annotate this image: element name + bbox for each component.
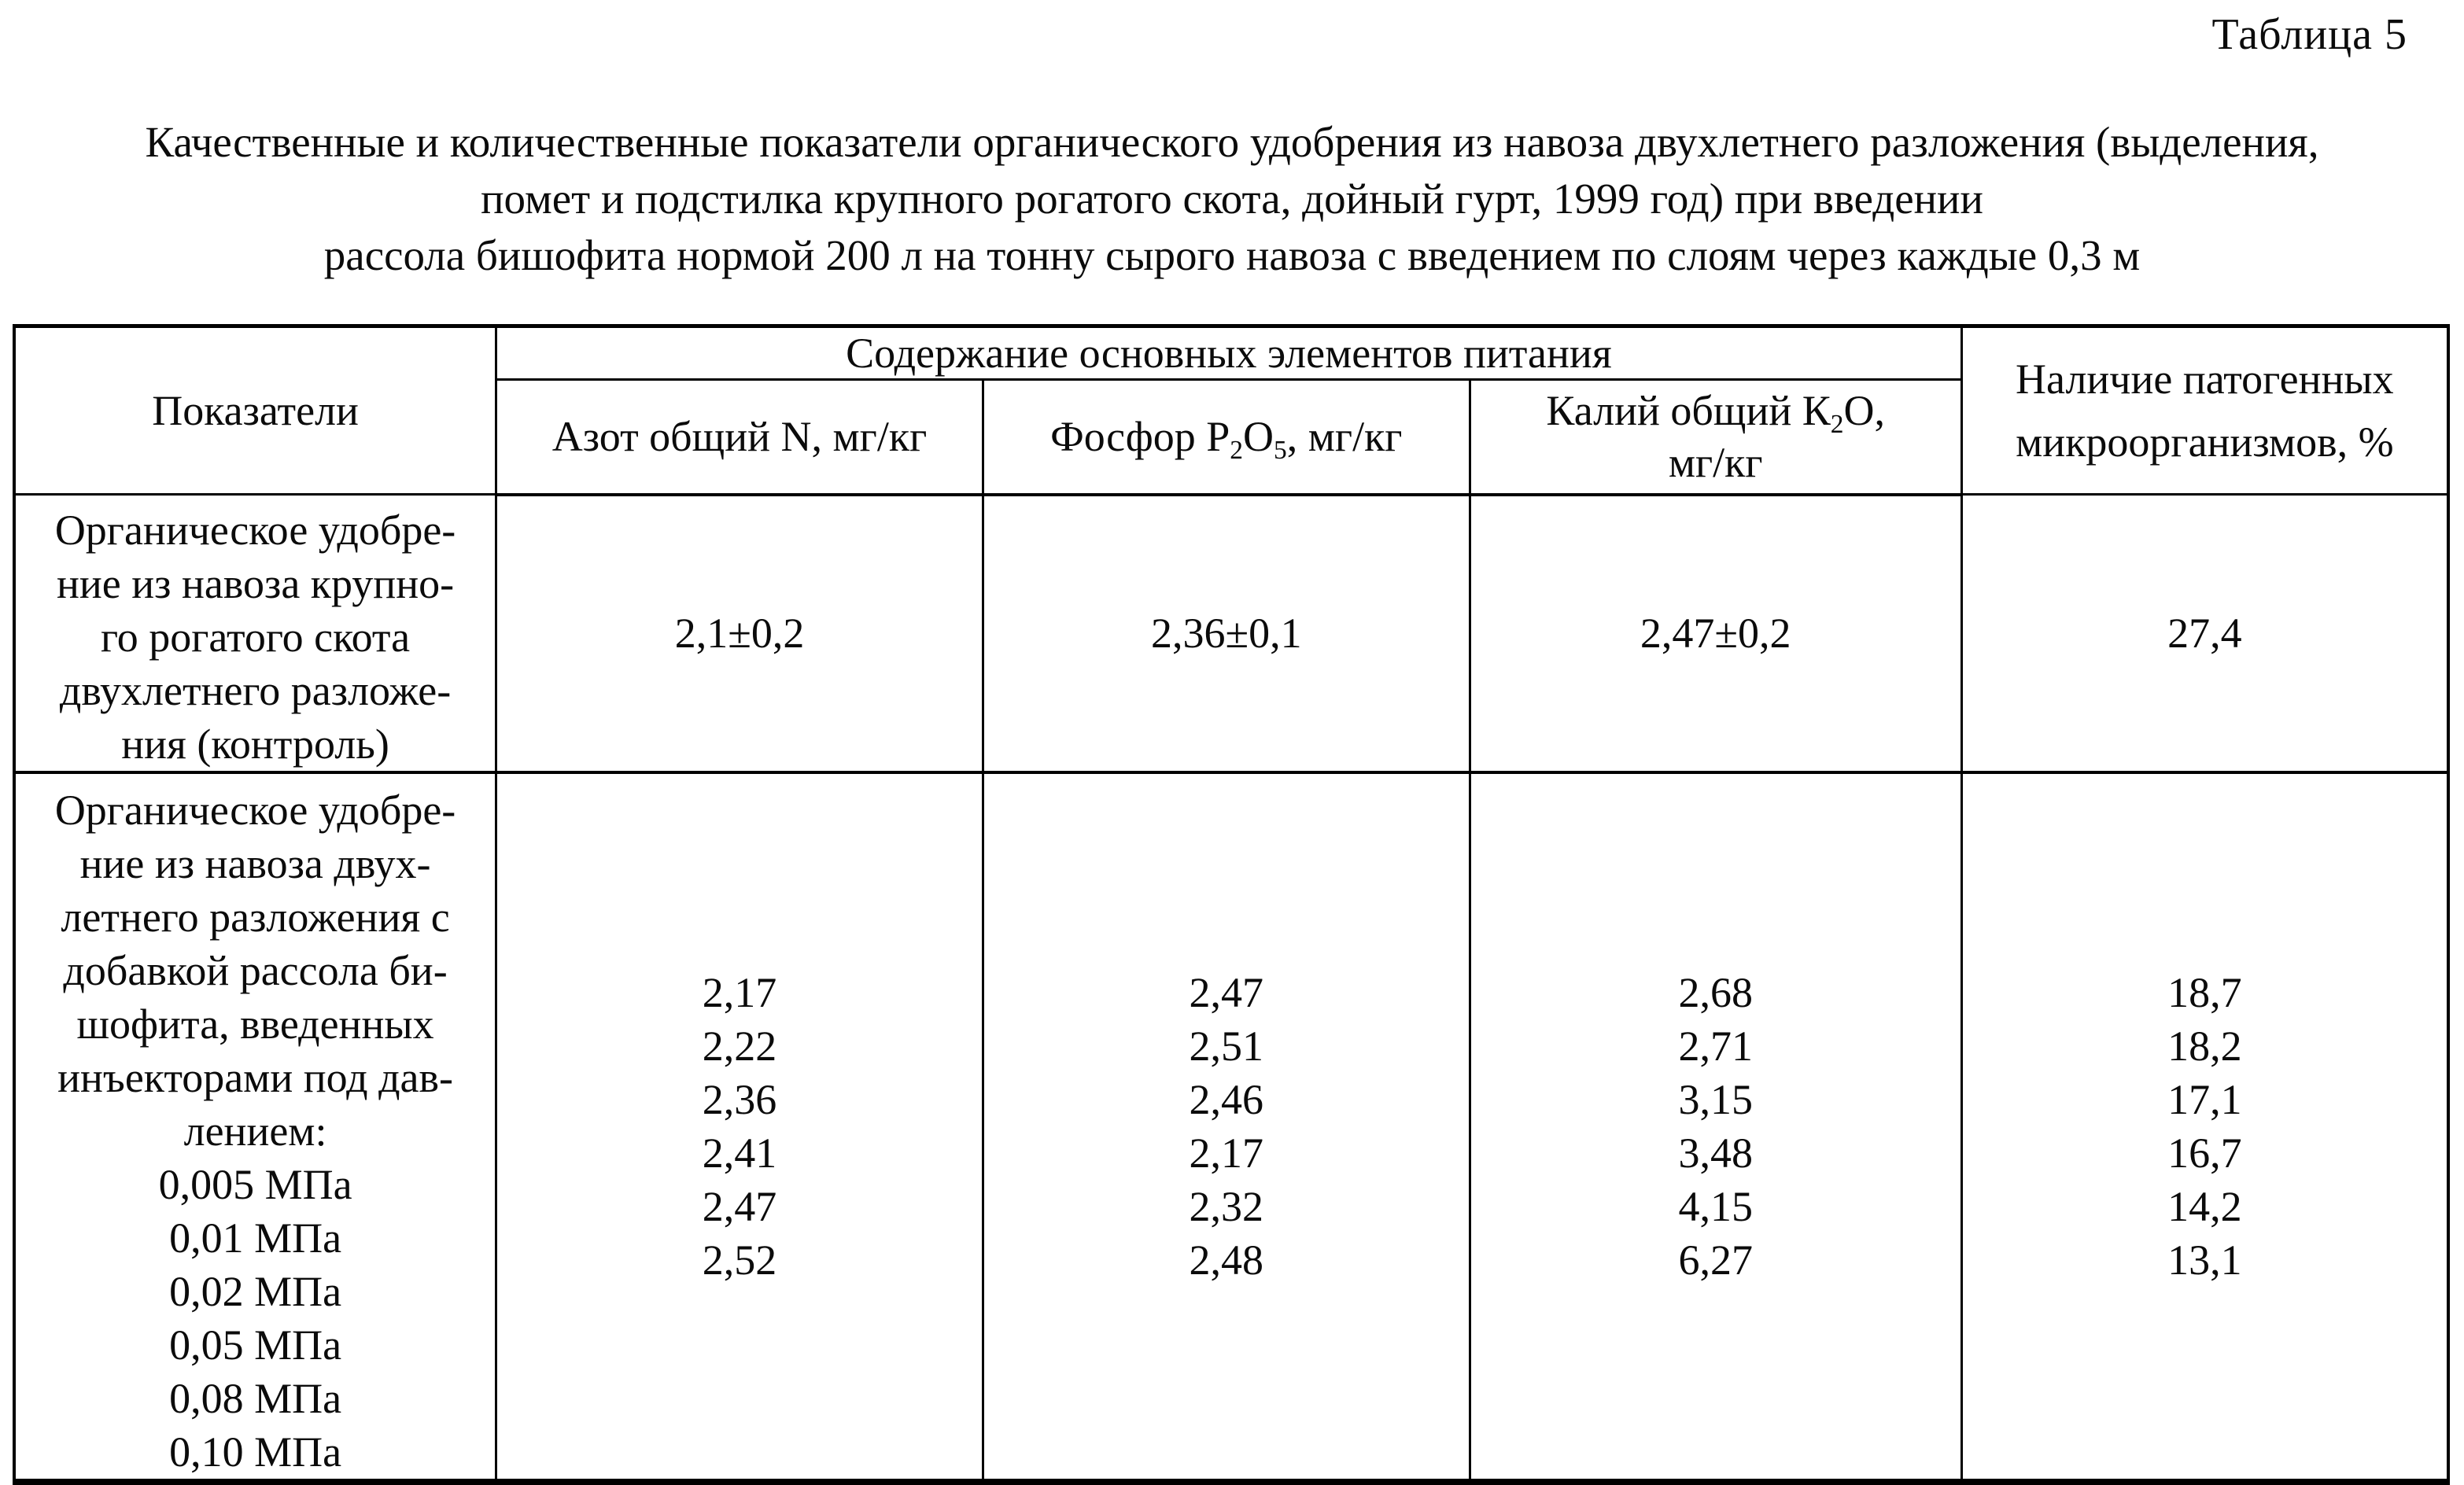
potassium-value: 4,15 bbox=[1678, 1183, 1753, 1230]
header-nitrogen: Азот общий N, мг/кг bbox=[496, 380, 983, 495]
nitrogen-value: 2,22 bbox=[702, 1023, 777, 1070]
control-phosphorus-value: 2,36±0,1 bbox=[983, 495, 1470, 773]
label-line: шофита, введенных bbox=[76, 1000, 434, 1048]
potassium-unit: мг/кг bbox=[1668, 439, 1763, 487]
label-line: добавкой рассола би- bbox=[63, 947, 448, 994]
bischofite-potassium-values bbox=[1470, 772, 1961, 1482]
pressure-row-label: 0,02 МПа bbox=[169, 1268, 342, 1315]
pathogens-value: 18,2 bbox=[2167, 1023, 2242, 1070]
label-line: ние из навоза крупно- bbox=[57, 560, 455, 607]
label-line: ния (контроль) bbox=[121, 720, 389, 768]
table-title-line-2: помет и подстилка крупного рогатого скота, дойный гурт, 1999 год) при введении bbox=[481, 175, 1983, 223]
phosphorus-value: 2,32 bbox=[1189, 1183, 1264, 1230]
header-potassium bbox=[1470, 380, 1961, 495]
bischofite-phosphorus-values bbox=[983, 772, 1470, 1482]
label-line: ние из навоза двух- bbox=[79, 840, 431, 887]
header-nutrients-group: Содержание основных элементов питания bbox=[496, 326, 1962, 380]
potassium-formula: Калий общий $К_2О$, bbox=[1546, 387, 1885, 439]
nitrogen-value: 2,36 bbox=[702, 1076, 777, 1123]
control-nitrogen-value: 2,1±0,2 bbox=[496, 495, 983, 773]
row-control-label bbox=[14, 495, 496, 773]
phosphorus-value: 2,47 bbox=[1189, 969, 1264, 1016]
header-indicators: Показатели bbox=[14, 326, 496, 495]
header-pathogens: Наличие патогенных микроорганизмов, % bbox=[1961, 326, 2448, 495]
pressure-row-label: 0,08 МПа bbox=[169, 1375, 342, 1422]
fertilizer-quality-table bbox=[13, 324, 2450, 1485]
pressure-row-label: 0,01 МПа bbox=[169, 1214, 342, 1262]
nitrogen-value: 2,47 bbox=[702, 1183, 777, 1230]
row-bischofite-label bbox=[14, 772, 496, 1482]
nitrogen-value: 2,52 bbox=[702, 1236, 777, 1284]
label-line: лением: bbox=[183, 1107, 327, 1155]
bischofite-nitrogen-values bbox=[496, 772, 983, 1482]
pressure-row-label: 0,005 МПа bbox=[158, 1161, 352, 1208]
label-line: Органическое удобре- bbox=[54, 507, 456, 554]
potassium-value: 2,71 bbox=[1678, 1023, 1753, 1070]
control-potassium-value: 2,47±0,2 bbox=[1470, 495, 1961, 773]
table-title-line-3: рассола бишофита нормой 200 л на тонну сырого навоза с введением по слоям через каждые 0,3 м bbox=[323, 231, 2141, 279]
table-title-line-1: Качественные и количественные показатели органического удобрения из навоза двухлетнего разложения (выделения, bbox=[145, 118, 2319, 166]
control-pathogens-value: 27,4 bbox=[1961, 495, 2448, 773]
phosphorus-value: 2,51 bbox=[1189, 1023, 1264, 1070]
label-line: го рогатого скота bbox=[100, 614, 411, 661]
pathogens-value: 17,1 bbox=[2167, 1076, 2242, 1123]
phosphorus-value: 2,17 bbox=[1189, 1129, 1264, 1177]
phosphorus-formula: Фосфор $Р_2О_5$, мг/кг bbox=[1050, 413, 1403, 465]
table-title bbox=[0, 114, 2464, 284]
label-line: летнего разложения с bbox=[61, 894, 450, 941]
pathogens-value: 14,2 bbox=[2167, 1183, 2242, 1230]
label-line: инъекторами под дав- bbox=[57, 1054, 453, 1101]
phosphorus-value: 2,48 bbox=[1189, 1236, 1264, 1284]
pathogens-value: 18,7 bbox=[2167, 969, 2242, 1016]
pathogens-value: 13,1 bbox=[2167, 1236, 2242, 1284]
potassium-value: 6,27 bbox=[1678, 1236, 1753, 1284]
header-phosphorus bbox=[983, 380, 1470, 495]
potassium-value: 3,15 bbox=[1678, 1076, 1753, 1123]
nitrogen-value: 2,41 bbox=[702, 1129, 777, 1177]
pressure-row-label: 0,05 МПа bbox=[169, 1321, 342, 1369]
potassium-value: 2,68 bbox=[1678, 969, 1753, 1016]
label-line: двухлетнего разложе- bbox=[59, 667, 452, 714]
potassium-value: 3,48 bbox=[1678, 1129, 1753, 1177]
phosphorus-value: 2,46 bbox=[1189, 1076, 1264, 1123]
bischofite-pathogens-values bbox=[1961, 772, 2448, 1482]
nitrogen-value: 2,17 bbox=[702, 969, 777, 1016]
pressure-row-label: 0,10 МПа bbox=[169, 1428, 342, 1476]
table-number-caption: Таблица 5 bbox=[2211, 10, 2407, 59]
label-line: Органическое удобре- bbox=[54, 787, 456, 834]
pathogens-value: 16,7 bbox=[2167, 1129, 2242, 1177]
